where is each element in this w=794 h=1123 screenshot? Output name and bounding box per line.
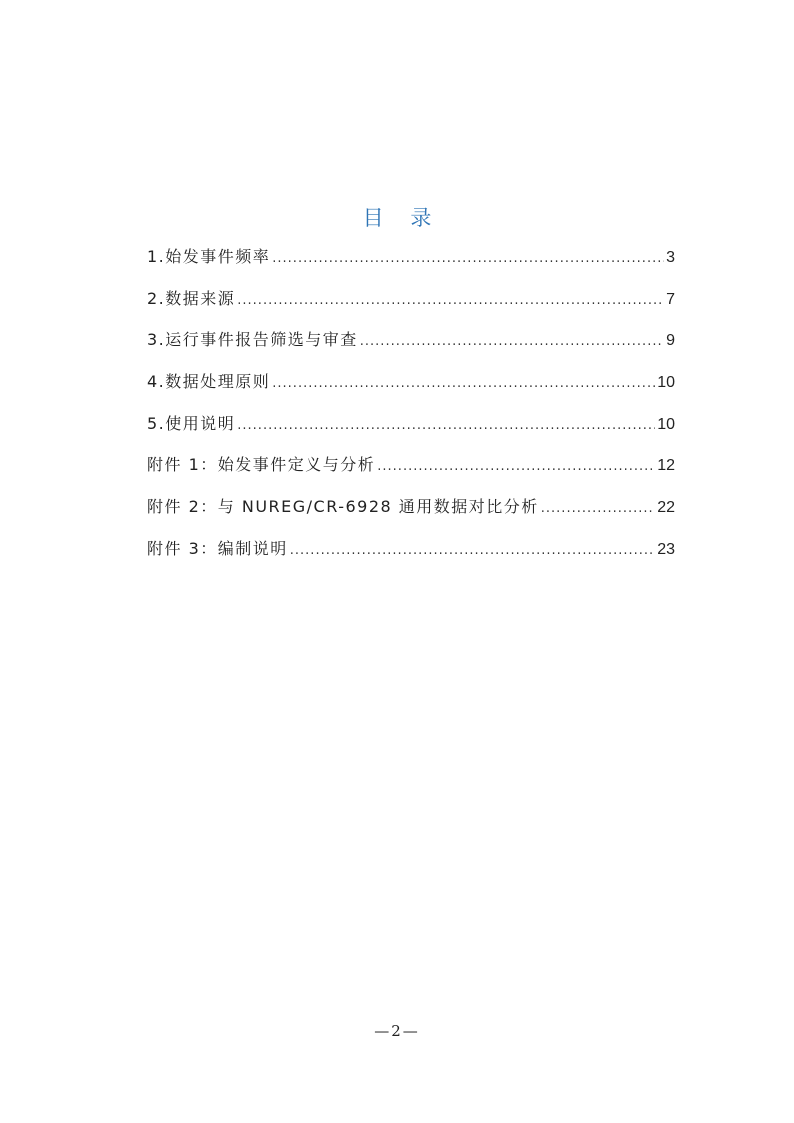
- toc-dot-leader: [290, 534, 655, 568]
- toc-dot-leader: [237, 409, 655, 443]
- toc-dot-leader: [360, 325, 664, 359]
- toc-dot-leader: [272, 242, 664, 276]
- toc-entry-label: 附件 3：编制说明: [147, 538, 288, 558]
- toc-dot-leader: [377, 450, 655, 484]
- toc-entry-page: 22: [657, 499, 675, 517]
- toc-entry-label: 附件 2：与 NUREG/CR-6928 通用数据对比分析: [147, 497, 539, 517]
- toc-entry[interactable]: [147, 365, 675, 407]
- toc-entry-page: 10: [657, 374, 675, 392]
- toc-entry[interactable]: [147, 323, 675, 365]
- toc-entry[interactable]: [147, 490, 675, 532]
- toc-list: [147, 240, 675, 574]
- toc-entry[interactable]: [147, 240, 675, 282]
- toc-entry-page: 10: [657, 415, 675, 433]
- toc-entry-page: 12: [657, 457, 675, 475]
- toc-entry-label: 4.数据处理原则: [147, 372, 271, 392]
- toc-entry-label: 附件 1：始发事件定义与分析: [147, 455, 376, 475]
- toc-dot-leader: [237, 284, 664, 318]
- toc-dot-leader: [541, 492, 655, 526]
- page-number: —2—: [374, 1022, 420, 1040]
- toc-entry[interactable]: [147, 282, 675, 324]
- toc-entry-page: 23: [657, 540, 675, 558]
- toc-dot-leader: [272, 367, 655, 401]
- toc-entry[interactable]: [147, 532, 675, 574]
- toc-entry-label: 5.使用说明: [147, 413, 236, 433]
- toc-entry[interactable]: [147, 448, 675, 490]
- toc-entry-page: 3: [666, 249, 675, 266]
- toc-entry-page: 7: [666, 290, 675, 308]
- toc-entry-label: 2.数据来源: [147, 288, 236, 308]
- toc-entry[interactable]: [147, 407, 675, 449]
- toc-entry-label: 1.始发事件频率: [147, 247, 271, 266]
- toc-entry-page: 9: [666, 332, 675, 350]
- toc-entry-label: 3.运行事件报告筛选与审查: [147, 330, 358, 350]
- toc-title: 目 录: [362, 206, 442, 230]
